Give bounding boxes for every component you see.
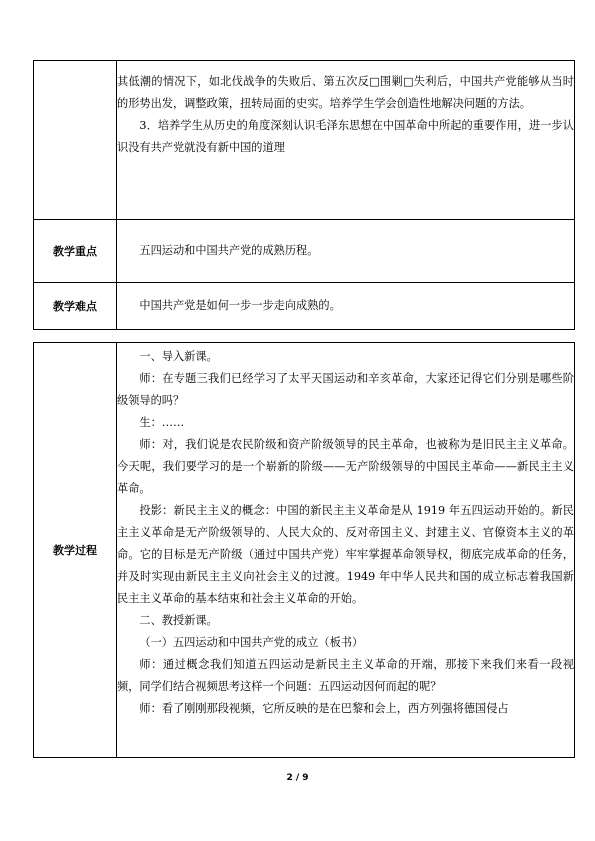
objectives-paragraph-1: 其低潮的情况下，如北伐战争的失败后、第五次反□围剿□失利后，中国共产党能够从当时的形势出发，调整政策，扭转局面的史实。培养学生学会创造性地解决问题的方法。 xyxy=(117,75,574,110)
page-number: 2 / 9 xyxy=(286,773,309,783)
process-paragraph: 师：在专题三我们已经学习了太平天国运动和辛亥革命，大家还记得它们分别是哪些阶级领导的吗？ xyxy=(117,372,574,407)
difficulty-content xyxy=(117,283,575,330)
process-paragraph: 二、教授新课。 xyxy=(139,614,218,627)
key-points-text: 五四运动和中国共产党的成熟历程。 xyxy=(139,244,319,257)
process-row xyxy=(34,343,575,758)
objectives-label-cell xyxy=(34,61,117,220)
difficulty-row xyxy=(34,283,575,330)
key-points-label: 教学重点 xyxy=(34,220,117,283)
process-paragraph: 投影：新民主主义的概念：中国的新民主主义革命是从 1919 年五四运动开始的。新民主主义革命是无产阶级领导的、人民大众的、反对帝国主义、封建主义、官僚资本主义的革命。它的目标是无产阶级（通过中国共产党）牢牢掌握革命领导权，彻底完成革命的任务，并及时实现由新民主主义向社会主义的过渡。1949 年中华人民共和国的成立标志着我国新民主主义革命的基本结束和社会主义革命的开始。 xyxy=(117,504,574,605)
process-paragraph: 师：对，我们说是农民阶级和资产阶级领导的民主革命，也被称为是旧民主主义革命。今天呢，我们要学习的是一个崭新的阶级——无产阶级领导的中国民主革命——新民主主义革命。 xyxy=(117,438,574,495)
difficulty-text: 中国共产党是如何一步一步走向成熟的。 xyxy=(139,299,341,312)
objectives-content xyxy=(117,61,575,220)
process-paragraph: 师：看了刚刚那段视频，它所反映的是在巴黎和会上，西方列强将德国侵占 xyxy=(139,702,509,715)
process-paragraph: （一）五四运动和中国共产党的成立（板书） xyxy=(139,636,364,649)
key-points-row xyxy=(34,220,575,283)
difficulty-label: 教学难点 xyxy=(34,283,117,330)
key-points-content xyxy=(117,220,575,283)
process-paragraph: 一、导入新课。 xyxy=(139,350,218,363)
process-content xyxy=(117,343,575,758)
objectives-table xyxy=(33,60,575,330)
process-label: 教学过程 xyxy=(34,343,117,758)
process-paragraph: 师：通过概念我们知道五四运动是新民主主义革命的开端，那接下来我们来看一段视频，同学们结合视频思考这样一个问题：五四运动因何而起的呢？ xyxy=(117,658,574,693)
process-table xyxy=(33,342,575,758)
objectives-row xyxy=(34,61,575,220)
objectives-paragraph-2: 3．培养学生从历史的角度深刻认识毛泽东思想在中国革命中所起的重要作用，进一步认识没有共产党就没有新中国的道理 xyxy=(117,119,574,154)
process-paragraph: 生：…… xyxy=(139,416,185,429)
